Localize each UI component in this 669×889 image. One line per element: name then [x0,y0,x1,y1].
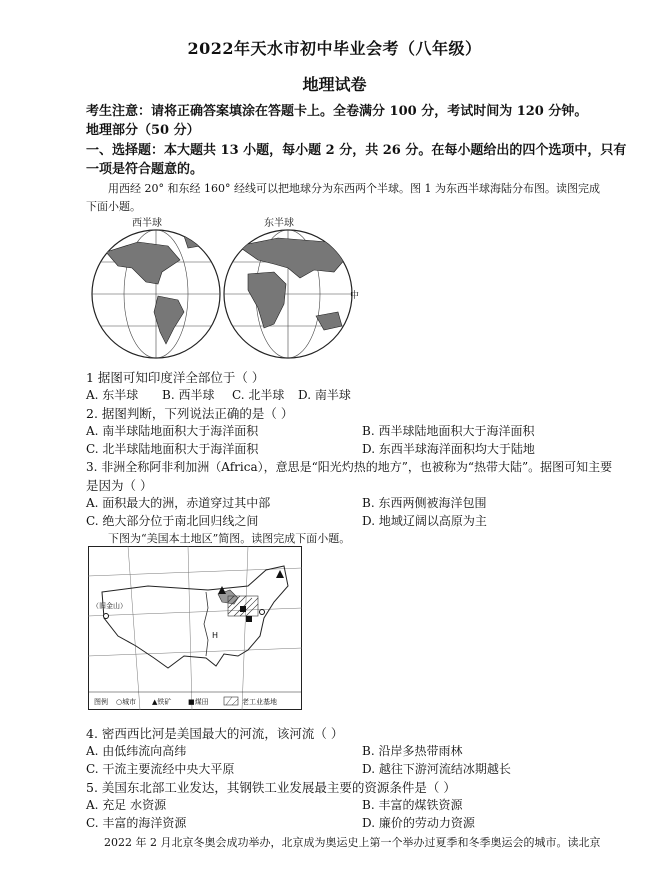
hemisphere-map [88,212,358,364]
q3-option-a: A. 面积最大的洲，赤道穿过其中部 [86,496,271,510]
q1-stem: 1 据图可知印度洋全部位于（ ） [86,370,265,385]
q3-option-b: B. 东西两侧被海洋包围 [362,496,487,510]
exam-subtitle: 地理试卷 [302,75,367,94]
equator-mark: 中 [350,291,360,301]
intro3-line-1: 2022 年 2 月北京冬奥会成功举办，北京成为奥运史上第一个举办过夏季和冬季奥运会的城市。读北京 [104,836,601,849]
q4-option-c: C. 干流主要流经中央大平原 [86,762,235,776]
intro1-line-2: 下面小题。 [86,200,141,213]
q4-option-a: A. 由低纬流向高纬 [86,744,187,758]
q3-stem-1: 3. 非洲全称阿非利加洲（Africa），意思是“阳光灼热的地方”，也被称为“热带大陆”。据图可知主要 [86,460,613,474]
q2-option-b: B. 西半球陆地面积大于海洋面积 [362,424,535,438]
q1-option-a: A. 东半球 [86,388,139,402]
q1-option-d: D. 南半球 [298,388,351,402]
q5-option-a: A. 充足 水资源 [86,798,167,812]
q5-option-b: B. 丰富的煤铁资源 [362,798,463,812]
q2-stem: 2. 据图判断，下列说法正确的是（ ） [86,406,294,421]
legend-title: 图例 [94,698,108,706]
q2-option-c: C. 北半球陆地面积大于海洋面积 [86,442,259,456]
san-francisco-label: （旧金山） [92,602,127,610]
legend-industry: 老工业基地 [242,698,277,706]
west-hemisphere-label: 西半球 [132,218,162,229]
legend-coal: ■煤田 [188,698,209,706]
q4-option-d: D. 越往下游河流结冰期越长 [362,762,511,776]
notice-line: 考生注意：请将正确答案填涂在答题卡上。全卷满分 100 分，考试时间为 120 分钟。 [86,104,588,119]
east-hemisphere-label: 东半球 [264,218,294,229]
q2-option-d: D. 东西半球海洋面积均大于陆地 [362,442,535,456]
q4-stem: 4. 密西西比河是美国最大的河流，该河流（ ） [86,726,344,741]
q2-option-a: A. 南半球陆地面积大于海洋面积 [86,424,259,438]
intro1-line-1: 用西经 20° 和东经 160° 经线可以把地球分为东西两个半球。图 1 为东西半球海陆分布图。读图完成 [108,182,600,195]
q5-option-c: C. 丰富的海洋资源 [86,816,187,830]
q3-stem-2: 是因为（ ） [86,478,153,493]
q3-option-d: D. 地域辽阔以高原为主 [362,514,487,528]
q4-option-b: B. 沿岸多热带雨林 [362,744,463,758]
q5-option-d: D. 廉价的劳动力资源 [362,816,475,830]
usa-map [88,546,302,710]
exam-title: 2022年天水市初中毕业会考（八年级） [187,39,482,58]
point-h-label: H [212,631,219,640]
q5-stem: 5. 美国东北部工业发达，其钢铁工业发展最主要的资源条件是（ ） [86,780,456,795]
legend-iron: ▲铁矿 [152,698,172,706]
q3-option-c: C. 绝大部分位于南北回归线之间 [86,514,259,528]
intro2-line-1: 下图为“美国本土地区”简图。读图完成下面小题。 [108,532,351,545]
section-heading: 地理部分（50 分） [86,123,200,138]
legend-city: ○城市 [116,698,137,706]
instruction-line-2: 一项是符合题意的。 [86,162,204,177]
q1-option-c: C. 北半球 [232,388,285,402]
instruction-line-1: 一、选择题：本大题共 13 小题，每小题 2 分，共 26 分。在每小题给出的四个选项中，只有 [86,143,627,158]
q1-option-b: B. 西半球 [162,388,215,402]
